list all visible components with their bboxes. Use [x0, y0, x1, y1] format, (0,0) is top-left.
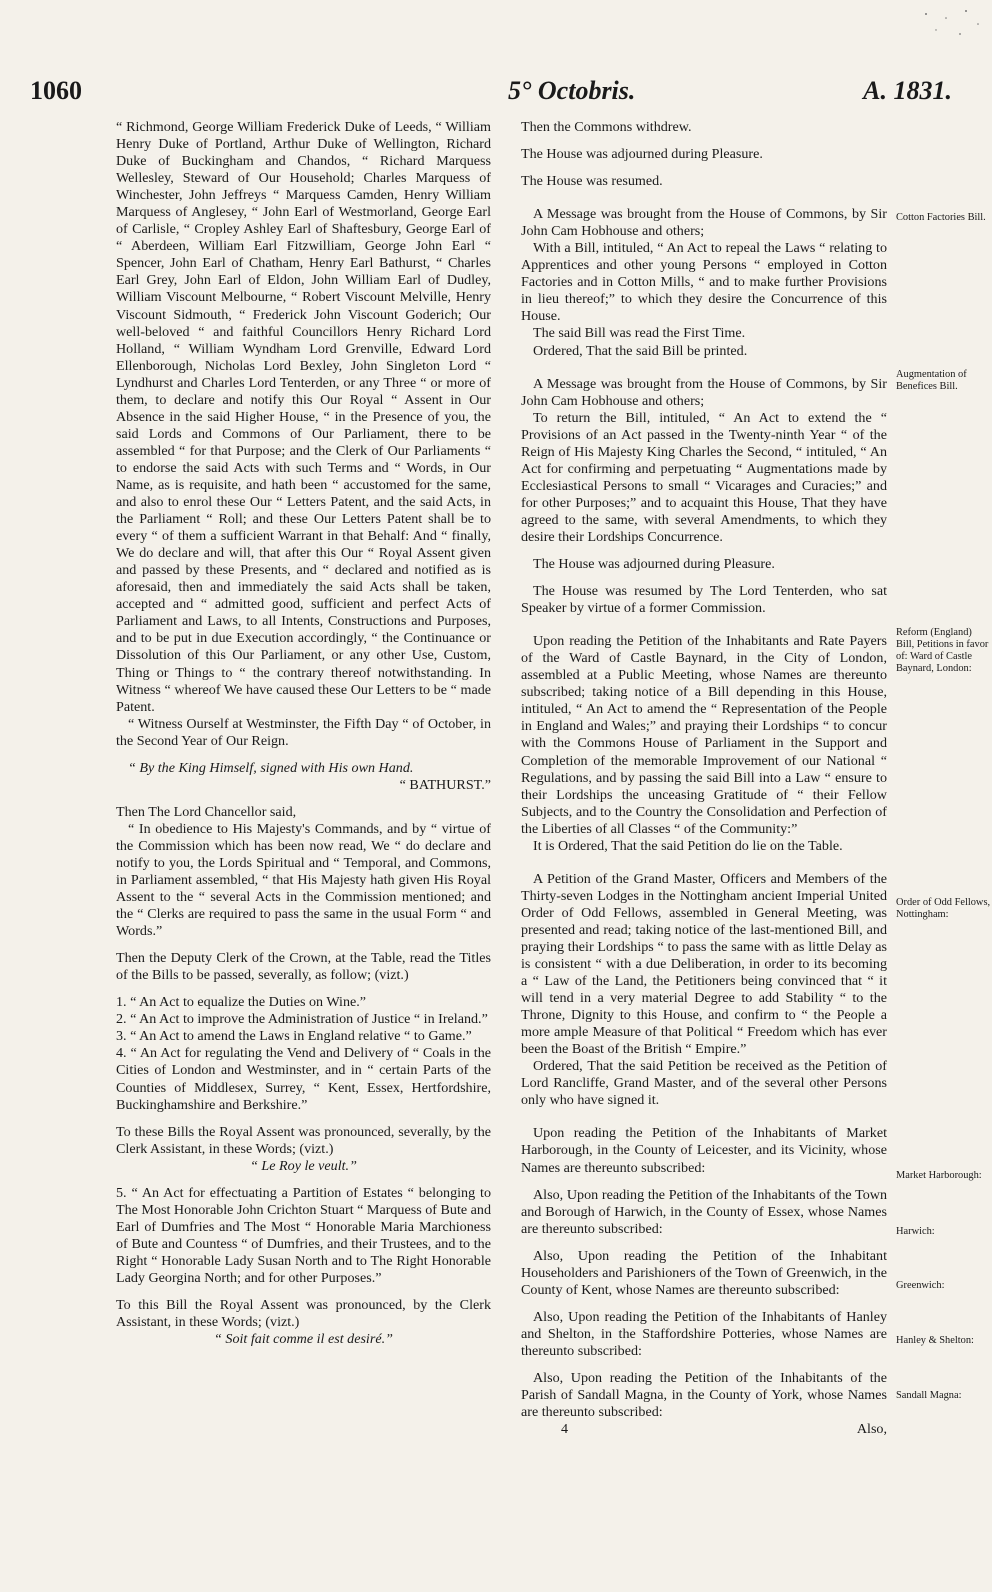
cotton-bill: With a Bill, intituled, “ An Act to repeal the Laws “ relating to Apprentices and other young Persons “ employed in Cotton Factories and in Cotton Mills, “ and to make further Provisions in lieu thereof;” to which they desire the Concurrence of this House.: [521, 240, 887, 325]
signature-mark: 4: [561, 1421, 569, 1438]
margin-note-reform: Reform (England) Bill, Petitions in favor of: Ward of Castle Baynard, London:: [896, 627, 989, 674]
adjourned-2: The House was adjourned during Pleasure.: [533, 556, 775, 573]
act-2: 2. “ An Act to improve the Administration of Justice “ in Ireland.”: [116, 1011, 488, 1028]
act-5: 5. “ An Act for effectuating a Partition of Estates “ belonging to The Most Honorable John Crichton Stuart “ Marquess of Bute and Earl of Dumfries and The Most “ Honorable Maria Marchioness of Bute and Countess “ of Dumfries, and their Trustees, and to the Right “ Honorable Lady Susan North and to The Right Honorable Lady Georgina North; and for other Purposes.”: [116, 1184, 491, 1286]
petition-harwich: Also, Upon reading the Petition of the Inhabitants of the Town and Borough of Harwich, in the County of Essex, whose Names are thereunto subscribed:: [521, 1186, 887, 1237]
deputy-clerk-para: Then the Deputy Clerk of the Crown, at the Table, read the Titles of the Bills to be passed, severally, as follow; (vizt.): [116, 950, 491, 984]
first-time: The said Bill was read the First Time.: [533, 325, 746, 342]
le-roy-le-veult: “ Le Roy le veult.”: [250, 1157, 357, 1174]
ink-speckle: [916, 6, 986, 46]
catchword: Also,: [856, 1421, 887, 1438]
witness-line: “ Witness Ourself at Westminster, the Fifth Day “ of October, in the Second Year of Our Reign.: [116, 715, 491, 749]
chancellor-said: Then The Lord Chancellor said,: [116, 803, 297, 820]
message-2: A Message was brought from the House of Commons, by Sir John Cam Hobhouse and others;: [521, 375, 887, 409]
chancellor-speech: “ In obedience to His Majesty's Commands, and by “ virtue of the Commission which has been now read, We “ do declare and notify to you, the Lords Spiritual and “ Temporal, and Commons, in Parliament assembled, “ that His Majesty hath given His Royal Assent to the “ several Acts in the Commission mentioned; and the “ Clerks are required to pass the same in the usual Form “ and Words.”: [116, 820, 491, 940]
petition-hanley-shelton: Also, Upon reading the Petition of the Inhabitants of Hanley and Shelton, in the Staffordshire Potteries, whose Names are thereunto subscribed:: [521, 1308, 887, 1359]
page-header: [0, 72, 992, 112]
commons-withdrew: Then the Commons withdrew.: [521, 119, 692, 135]
act-3: 3. “ An Act to amend the Laws in England relative “ to Game.”: [116, 1028, 472, 1045]
page-year: A. 1831.: [863, 76, 952, 105]
resumed-tenterden: The House was resumed by The Lord Tenterden, who sat Speaker by virtue of a former Commission.: [521, 583, 887, 617]
page-number: 1060: [30, 76, 82, 105]
margin-note-greenwich: Greenwich:: [896, 1280, 945, 1291]
margin-note-market-harborough: Market Harborough:: [896, 1170, 982, 1181]
soit-fait: “ Soit fait comme il est desiré.”: [214, 1331, 393, 1348]
petition-greenwich: Also, Upon reading the Petition of the Inhabitant Householders and Parishioners of the Town of Greenwich, in the County of Kent, whose Names are thereunto subscribed:: [521, 1247, 887, 1298]
right-column: [521, 119, 887, 1437]
message-1: A Message was brought from the House of Commons, by Sir John Cam Hobhouse and others;: [521, 206, 887, 240]
act-4: 4. “ An Act for regulating the Vend and Delivery of “ Coals in the Cities of London and Westminster, and in “ certain Parts of the Counties of Middlesex, Surrey, “ Kent, Essex, Hertfordshire, Buckinghamshire and Berkshire.”: [116, 1045, 491, 1113]
margin-note-augmentation: Augmentation of Benefices Bill.: [896, 369, 967, 392]
commission-text: “ Richmond, George William Frederick Duke of Leeds, “ William Henry Duke of Portland, Arthur Duke of Wellington, Richard Duke of Buckingham and Chandos, “ Richard Marquess Wellesley, Steward of Our Household; Charles Marquess of Winchester, John Jeffreys “ Marquess Camden, Henry William Marquess of Anglesey, “ John Earl of Westmorland, George Earl of Carlisle, “ Cropley Ashley Earl of Shaftesbury, George Earl of “ Aberdeen, William Earl Fitzwilliam, George John Earl “ Spencer, John Earl of Chatham, Henry Earl Bathurst, “ Charles Earl Grey, John Earl of Eldon, John William Earl of Dudley, William Viscount Melbourne, “ Robert Viscount Melville, Henry Viscount Sidmouth, “ Frederick John Viscount Goderich; Our well-beloved “ and faithful Councillors Henry Richard Lord Holland, “ William Wyndham Lord Grenville, Edward Lord Ellenborough, Nicholas Lord Bexley, John Singleton Lord “ Lyndhurst and Charles Lord Tenterden, or any Three “ or more of them, to declare and notify this Our Royal “ Assent in Our Absence in the said Higher House, “ in the Presence of you, the said Lords and Commons of Our Parliament, there to be assembled “ for that Purpose; and the Clerk of Our Parliaments “ to endorse the said Acts with such Terms and “ Words, in Our Name, as is requisite, and hath been “ accustomed for the same, and also to enrol these Our “ Letters Patent, and the said Acts, in the Parliament “ Roll; and these Our Letters Patent shall be to every “ of them a sufficient Warrant in that Behalf: And “ finally, We do declare and will, that after this Our “ Royal Assent given and passed by these Presents, and “ declared and notified as is aforesaid, then and immediately the said Acts shall be taken, accepted and “ admitted good, sufficient and perfect Acts of Parliament and Laws, to all Intents, Constructions and Purposes, and to be put in due Execution accordingly, “ the Continuance or Dissolution of this Our Parliament, or any other Use, Custom, Thing or Things to “ the contrary thereof notwithstanding. In Witness “ whereof We have caused these Our Letters to be “ made Patent.: [116, 119, 491, 715]
augmentation-bill: To return the Bill, intituled, “ An Act to extend the “ Provisions of an Act passed in the Twenty-ninth Year “ of the Reign of His Majesty King Charles the Second, “ intituled, “ An Act for confirming and perpetuating “ Augmentations made by Ecclesiastical Persons to small “ Vicarages and Curacies;” and for other Purposes;” and to acquaint this House, That they have agreed to the same, with several Amendments, to which they desire their Lordships Concurrence.: [521, 409, 887, 545]
petition-odd-fellows: A Petition of the Grand Master, Officers and Members of the Thirty-seven Lodges in the Nottingham ancient Imperial United Order of Odd Fellows, assembled in General Meeting, was presented and read; taking notice of the last-mentioned Bill, and praying their Lordships “ to pass the same with as little Delay as is consistent “ with a due Deliberation, in order to its becoming a “ Law of the Land, the Petitioners being convinced that “ it will tend in a very material Degree to add Stability “ to the Throne, Dignity to this House, and confirm to “ the People a more ample Measure of that Political “ Freedom which has ever been the Boast of the British “ Empire.”: [521, 870, 887, 1058]
adjourned-1: The House was adjourned during Pleasure.: [521, 146, 763, 163]
ordered-rancliffe: Ordered, That the said Petition be received as the Petition of Lord Rancliffe, Grand Master, and of the several other Persons only who have signed it.: [521, 1058, 887, 1109]
margin-note-sandall: Sandall Magna:: [896, 1390, 962, 1401]
ordered-printed: Ordered, That the said Bill be printed.: [533, 342, 748, 359]
petition-sandall-magna: Also, Upon reading the Petition of the Inhabitants of the Parish of Sandall Magna, in the County of York, whose Names are thereunto subscribed:: [521, 1370, 887, 1421]
margin-note-cotton: Cotton Factories Bill.: [896, 212, 986, 223]
signature-bathurst: “ BATHURST.”: [399, 776, 491, 793]
signed-line: “ By the King Himself, signed with His own Hand.: [128, 759, 414, 776]
margin-note-harwich: Harwich:: [896, 1226, 935, 1237]
royal-assent-para-2: To this Bill the Royal Assent was pronounced, by the Clerk Assistant, in these Words; (vizt.): [116, 1297, 491, 1331]
petition-castle-baynard: Upon reading the Petition of the Inhabitants and Rate Payers of the Ward of Castle Baynard, in the City of London, assembled at a Public Meeting, whose Names are thereunto subscribed; taking notice of a Bill depending in this House, intituled, “ An Act to amend the “ Representation of the People in England and Wales;” and praying their Lordships “ to concur with the Commons House of Parliament in the Support and Completion of the memorable Improvement of our National “ Regulations, and by passing the said Bill into a Law “ ensure to their Lordships the unceasing Gratitude of “ their Fellow Subjects, and to the Country the Consolidation and Perfection of the Liberties of all Classes “ of the Community:”: [521, 633, 887, 837]
act-1: 1. “ An Act to equalize the Duties on Wine.”: [116, 994, 367, 1011]
ordered-lie-table: It is Ordered, That the said Petition do lie on the Table.: [533, 837, 843, 854]
margin-note-hanley: Hanley & Shelton:: [896, 1335, 974, 1346]
page-date: 5° Octobris.: [508, 76, 636, 105]
margin-note-odd-fellows: Order of Odd Fellows, Nottingham:: [896, 897, 991, 920]
royal-assent-para: To these Bills the Royal Assent was pronounced, severally, by the Clerk Assistant, in these Words; (vizt.): [116, 1123, 491, 1157]
resumed-1: The House was resumed.: [521, 173, 663, 190]
left-column: [116, 119, 491, 1348]
petition-market-harborough: Upon reading the Petition of the Inhabitants of Market Harborough, in the County of Leicester, and its Vicinity, whose Names are thereunto subscribed:: [521, 1125, 887, 1176]
